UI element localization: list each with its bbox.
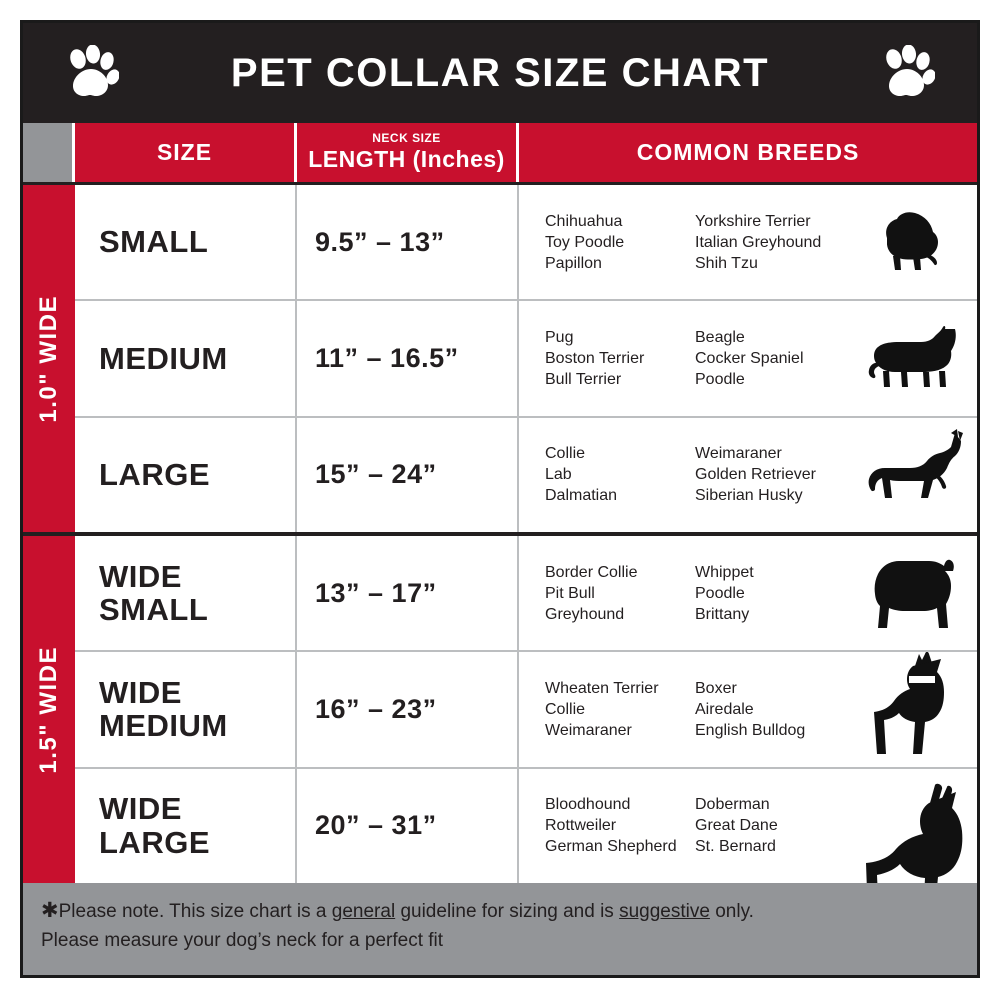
breed-column-2	[695, 562, 855, 625]
column-header-length-main: LENGTH (Inches)	[308, 146, 505, 173]
group-label-text: 1.5" WIDE	[35, 645, 62, 774]
cell-size	[75, 418, 297, 532]
breed-item: Shih Tzu	[695, 254, 758, 272]
group-rows	[75, 536, 977, 883]
footer-text-b: guideline for sizing and is	[395, 901, 620, 922]
breed-column-1	[545, 678, 695, 741]
size-label-line1: MEDIUM	[99, 340, 228, 376]
breed-item: Bloodhound	[545, 796, 631, 814]
column-header-row	[23, 123, 977, 185]
breed-item: Airedale	[695, 700, 754, 718]
breed-item: St. Bernard	[695, 838, 776, 856]
breed-item: Golden Retriever	[695, 466, 816, 484]
column-header-size: SIZE	[75, 123, 297, 182]
group-1-5-wide	[23, 536, 977, 883]
breed-item: Italian Greyhound	[695, 233, 822, 251]
boxer-silhouette	[857, 652, 967, 766]
breed-item: Brittany	[695, 605, 750, 623]
footer-text-a: Please note. This size chart is a	[58, 901, 332, 922]
breed-item: Collie	[545, 445, 586, 463]
cell-breeds	[519, 536, 977, 650]
breed-item: Siberian Husky	[695, 487, 803, 505]
breed-item: Greyhound	[545, 605, 625, 623]
breed-column-2	[695, 327, 855, 390]
breed-item: Weimaraner	[545, 722, 632, 740]
breed-item: Bull Terrier	[545, 371, 622, 389]
breed-item: Chihuahua	[545, 212, 623, 230]
breed-item: Papillon	[545, 254, 602, 272]
cell-breeds	[519, 769, 977, 883]
breed-item: Poodle	[695, 371, 745, 389]
dachshund-silhouette	[861, 325, 971, 400]
size-label-line1: SMALL	[99, 224, 209, 260]
group-label-text: 1.0" WIDE	[35, 294, 62, 423]
footer-line-1	[41, 895, 959, 927]
breed-column-2	[695, 678, 855, 741]
cell-size	[75, 301, 297, 415]
breed-item: Boston Terrier	[545, 349, 645, 367]
size-chart	[20, 20, 980, 978]
table-row	[75, 301, 977, 417]
table-row	[75, 769, 977, 883]
breed-item: Pug	[545, 328, 574, 346]
shepherd-silhouette	[855, 427, 973, 524]
size-label-line1: WIDE	[99, 558, 182, 594]
table-row	[75, 536, 977, 652]
breed-item: Lab	[545, 466, 572, 484]
pomeranian-silhouette	[871, 208, 963, 285]
group-label-1-0-wide	[23, 185, 75, 532]
footer-note	[23, 883, 977, 975]
size-label-line1: WIDE	[99, 675, 182, 711]
asterisk-icon: ✱	[41, 899, 59, 922]
cell-length: 9.5” – 13”	[297, 185, 519, 299]
breed-item: Wheaten Terrier	[545, 679, 659, 697]
breed-item: Border Collie	[545, 563, 638, 581]
size-label-line2: LARGE	[99, 824, 210, 860]
breed-item: Collie	[545, 700, 586, 718]
breed-column-2	[695, 794, 855, 857]
cell-size	[75, 536, 297, 650]
paw-print-icon	[881, 45, 935, 101]
breed-item: Cocker Spaniel	[695, 349, 804, 367]
breed-item: English Bulldog	[695, 722, 806, 740]
chart-header	[23, 23, 977, 123]
breed-item: Beagle	[695, 328, 745, 346]
footer-text-c: only.	[709, 901, 754, 922]
group-rows	[75, 185, 977, 532]
breed-column-1	[545, 562, 695, 625]
breed-item: Weimaraner	[695, 445, 782, 463]
breed-item: Dalmatian	[545, 487, 618, 505]
chart-body	[23, 185, 977, 883]
breed-column-1	[545, 211, 695, 274]
group-label-1-5-wide	[23, 536, 75, 883]
size-label-line1: LARGE	[99, 457, 210, 493]
breed-item: Toy Poodle	[545, 233, 625, 251]
cell-size	[75, 185, 297, 299]
cell-length: 13” – 17”	[297, 536, 519, 650]
table-row	[75, 185, 977, 301]
breed-item: Rottweiler	[545, 817, 617, 835]
cell-breeds	[519, 301, 977, 415]
group-1-0-wide	[23, 185, 977, 536]
cell-length: 15” – 24”	[297, 418, 519, 532]
column-header-spacer	[23, 123, 75, 182]
cell-breeds	[519, 652, 977, 766]
breed-column-2	[695, 211, 855, 274]
breed-item: Yorkshire Terrier	[695, 212, 811, 230]
cell-length: 20” – 31”	[297, 769, 519, 883]
size-label-line1: WIDE	[99, 791, 182, 827]
footer-underline-general: general	[331, 901, 396, 922]
breed-column-1	[545, 327, 695, 390]
breed-item: Pit Bull	[545, 584, 595, 602]
size-label-line2: SMALL	[99, 592, 209, 628]
paw-print-icon	[65, 45, 119, 101]
column-header-breeds: COMMON BREEDS	[519, 123, 977, 182]
breed-column-1	[545, 443, 695, 506]
cell-size	[75, 769, 297, 883]
cell-length: 11” – 16.5”	[297, 301, 519, 415]
footer-line-2: Please measure your dog’s neck for a perfect fit	[41, 929, 444, 951]
table-row	[75, 652, 977, 768]
breed-item: German Shepherd	[545, 838, 677, 856]
bulldog-silhouette	[865, 555, 969, 646]
breed-item: Whippet	[695, 563, 754, 581]
breed-item: Doberman	[695, 796, 770, 814]
column-header-length-sub: NECK SIZE	[372, 130, 441, 145]
breed-item: Great Dane	[695, 817, 778, 835]
column-header-length	[297, 123, 519, 182]
cell-length: 16” – 23”	[297, 652, 519, 766]
breed-column-2	[695, 443, 855, 506]
page-title: PET COLLAR SIZE CHART	[230, 50, 770, 95]
breed-item: Boxer	[695, 679, 737, 697]
cell-size	[75, 652, 297, 766]
table-row	[75, 418, 977, 532]
cell-breeds	[519, 185, 977, 299]
breed-item: Poodle	[695, 584, 745, 602]
cell-breeds	[519, 418, 977, 532]
size-label-line2: MEDIUM	[99, 708, 228, 744]
footer-underline-suggestive: suggestive	[619, 901, 710, 922]
breed-column-1	[545, 794, 695, 857]
